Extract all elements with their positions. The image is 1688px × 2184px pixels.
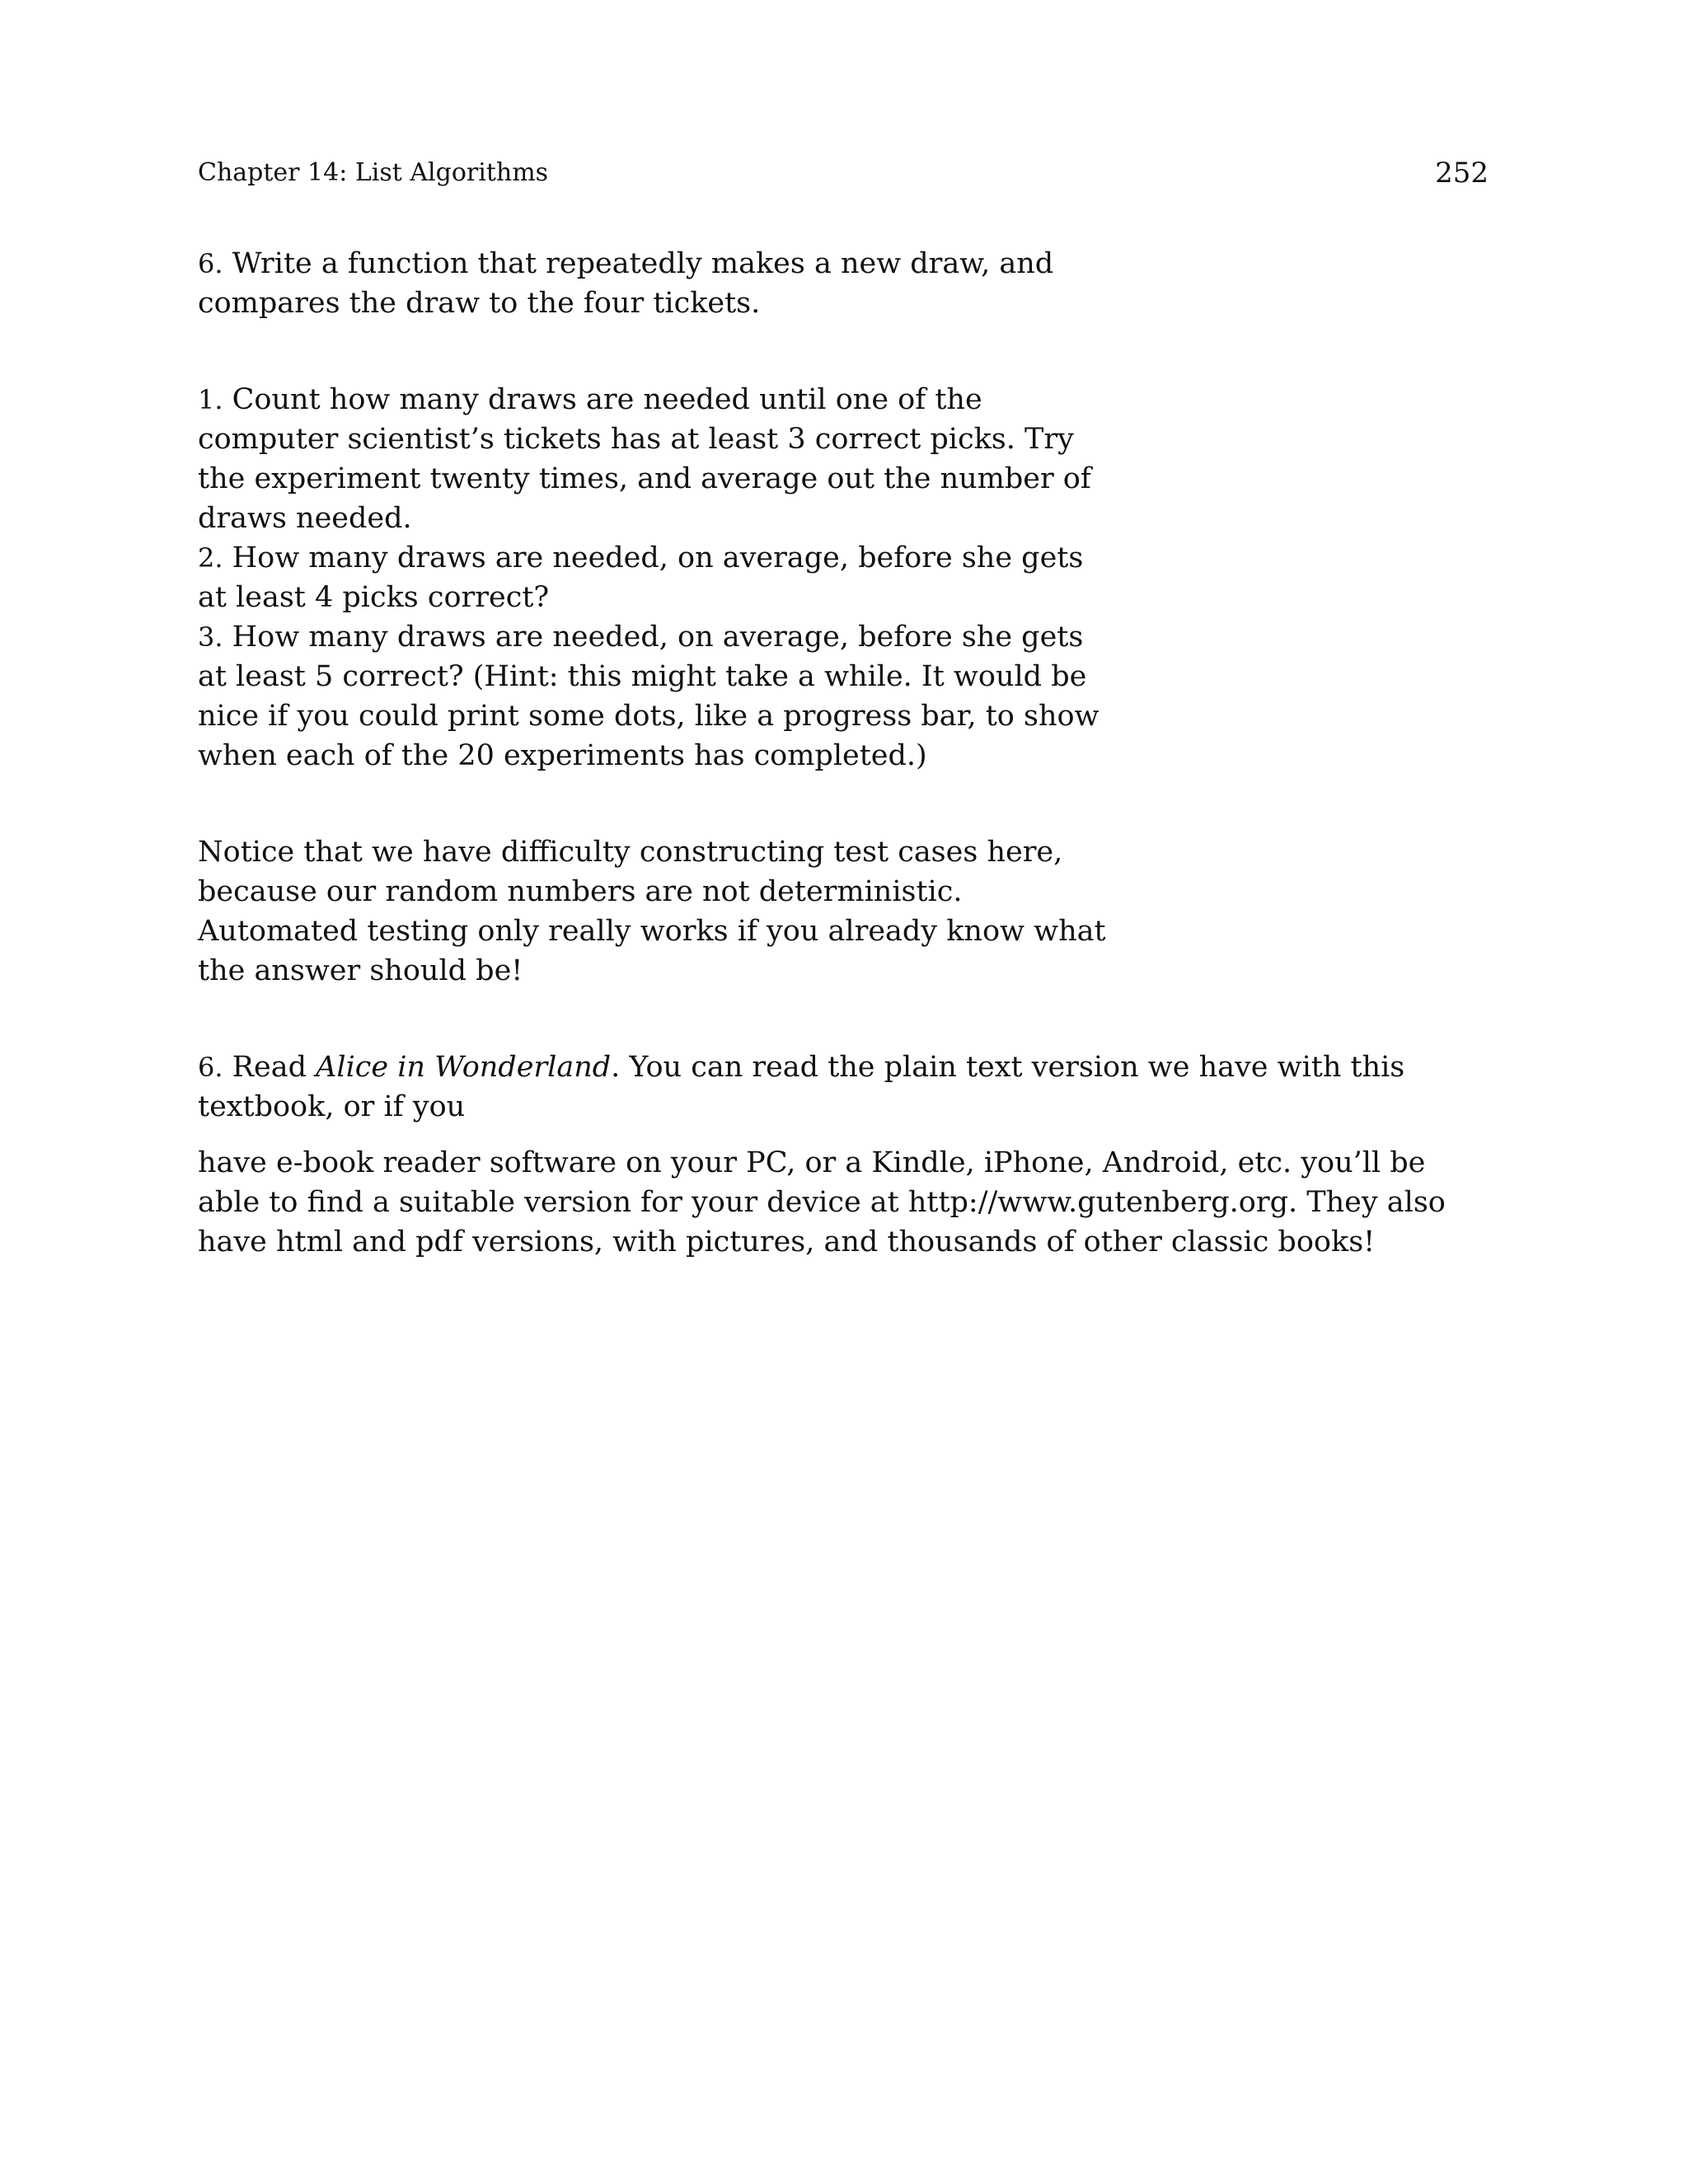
subitem-1 [198,380,1113,538]
subitem-text: How many draws are needed, on average, before she gets at least 5 correct? (Hint: this might take a while. It would be nice if you could print some dots, like a progress bar, to show when each of the 20 experiments has completed.) [198,621,1100,772]
exercise-6-alice [198,1047,1489,1127]
subitem-3 [198,617,1113,776]
page-header [198,155,1489,191]
alice-prefix: Read [223,1051,316,1084]
exercise-text: Write a function that repeatedly makes a new draw, and compares the draw to the four tickets. [198,247,1054,320]
exercise-6-intro [198,244,1113,323]
subitem-number: 3. [198,621,223,653]
page-number: 252 [1435,157,1489,190]
subitem-number: 1. [198,384,223,415]
alice-continuation: have e-book reader software on your PC, or a Kindle, iPhone, Android, etc. you’ll be able to find a suitable version for your device at http://www.gutenberg.org. They also have html and pdf versions, with pictures, and thousands of other classic books! [198,1146,1446,1258]
subitem-text: How many draws are needed, on average, before she gets at least 4 picks correct? [198,541,1084,614]
notice-paragraph: Notice that we have difficulty constructing test cases here, because our random numbers are not deterministic. Automated testing only really works if you already know what the answer should be! [198,836,1106,987]
alice-suffix: . You can read the plain text version we have with this textbook, or if you [198,1051,1405,1123]
chapter-title: Chapter 14: List Algorithms [198,158,549,187]
exercise-number: 6. [198,248,223,279]
book-title: Alice in Wonderland [316,1051,612,1084]
subitem-text: Count how many draws are needed until one of the computer scientist’s tickets has at least 3 correct picks. Try the experiment twenty times, and average out the number of draws needed. [198,383,1091,535]
subitem-2 [198,538,1113,617]
subitem-number: 2. [198,542,223,574]
subitem-list [198,380,1113,776]
page-content [198,244,1489,1262]
exercise-number: 6. [198,1052,223,1083]
